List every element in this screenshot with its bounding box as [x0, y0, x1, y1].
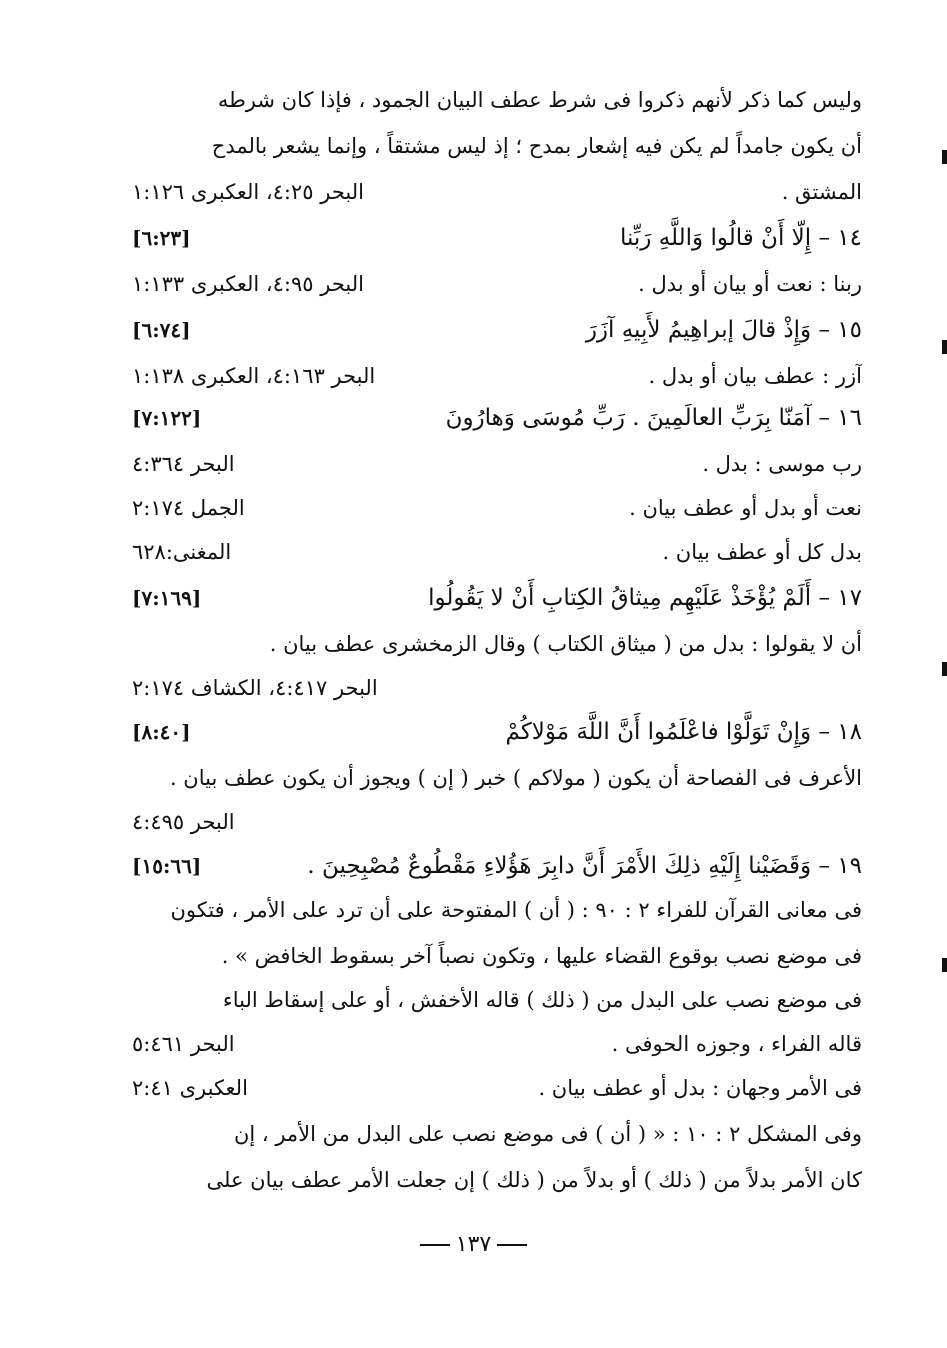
verse-text: ١٧ – أَلَمْ يُؤْخَذْ عَلَيْهِم مِيثاقُ الكِتابِ أَنْ لا يَقُولُوا — [428, 585, 862, 611]
text-line — [120, 354, 862, 398]
verse-text: ١٥ – وَإِذْ قالَ إبراهِيمُ لأَبِيهِ آزَرَ — [585, 317, 862, 343]
line-text: فى معانى القرآن للفراء ٢ : ٩٠ : ( أن ) المفتوحة على أن ترد على الأمر ، فتكون — [170, 898, 862, 922]
text-line — [120, 622, 862, 666]
text-line — [120, 530, 862, 574]
reference: البحر ٤:١٦٣، العكبرى ١:١٣٨ — [132, 364, 376, 388]
page-number-dash — [497, 1244, 527, 1246]
verse-reference: [٦:٢٣] — [132, 226, 191, 250]
verse-reference: [٨:٤٠] — [132, 720, 191, 744]
text-line — [120, 978, 862, 1022]
verse-line — [120, 308, 862, 352]
text-line — [120, 486, 862, 530]
reference: البحر ٤:٤١٧، الكشاف ٢:١٧٤ — [132, 676, 378, 700]
verse-reference: [١٥:٦٦] — [132, 854, 202, 878]
line-text: الأعرف فى الفصاحة أن يكون ( مولاكم ) خبر ( إن ) ويجوز أن يكون عطف بيان . — [169, 766, 862, 790]
verse-line — [120, 710, 862, 754]
line-text: المشتق . — [781, 180, 862, 204]
verse-reference: [٦:٧٤] — [132, 318, 191, 342]
verse-text: ١٨ – وَإِنْ تَوَلَّوْا فاعْلَمُوا أَنَّ اللَّهَ مَوْلاكُمْ — [505, 719, 862, 745]
text-line — [120, 124, 862, 168]
verse-reference: [٧:١٢٢] — [132, 406, 202, 430]
line-text: فى الأمر وجهان : بدل أو عطف بيان . — [538, 1076, 862, 1100]
page-number-text: ١٣٧ — [455, 1232, 492, 1257]
margin-mark — [942, 340, 947, 354]
reference: المغنى:٦٢٨ — [132, 540, 232, 564]
verse-reference: [٧:١٦٩] — [132, 586, 202, 610]
reference: البحر ٤:٢٥، العكبرى ١:١٢٦ — [132, 180, 364, 204]
line-text: كان الأمر بدلاً من ( ذلك ) أو بدلاً من ( ذلك ) إن جعلت الأمر عطف بيان على — [206, 1168, 862, 1192]
line-text: بدل كل أو عطف بيان . — [662, 540, 862, 564]
reference: البحر ٤:٣٦٤ — [132, 452, 235, 476]
text-line — [120, 756, 862, 800]
line-text: وليس كما ذكر لأنهم ذكروا فى شرط عطف البيان الجمود ، فإذا كان شرطه — [217, 88, 862, 112]
text-line — [120, 666, 862, 710]
verse-line — [120, 576, 862, 620]
text-line — [120, 78, 862, 122]
text-line — [120, 442, 862, 486]
line-text: فى موضع نصب على البدل من ( ذلك ) قاله الأخفش ، أو على إسقاط الباء — [222, 988, 862, 1012]
verse-line — [120, 216, 862, 260]
line-text: ربنا : نعت أو بيان أو بدل . — [638, 272, 862, 296]
text-line — [120, 934, 862, 978]
verse-text: ١٤ – إِلّا أَنْ قالُوا وَاللَّهِ رَبِّنا — [619, 225, 862, 251]
verse-text: ١٩ – وَقَضَيْنا إِلَيْهِ ذلِكَ الأَمْرَ أَنَّ دابِرَ هَؤُلاءِ مَقْطُوعٌ مُصْبِحِينَ . — [307, 853, 862, 879]
reference: الجمل ٢:١٧٤ — [132, 496, 245, 520]
page-number-dash — [420, 1244, 450, 1246]
reference: البحر ٥:٤٦١ — [132, 1032, 235, 1056]
reference: البحر ٤:٩٥، العكبرى ١:١٣٣ — [132, 272, 364, 296]
line-text: قاله الفراء ، وجوزه الحوفى . — [611, 1032, 862, 1056]
text-line — [120, 1112, 862, 1156]
margin-mark — [942, 662, 947, 676]
line-text: فى موضع نصب بوقوع القضاء عليها ، وتكون نصباً آخر بسقوط الخافض » . — [221, 944, 862, 968]
text-line — [120, 1066, 862, 1110]
text-line — [120, 170, 862, 214]
line-text: أن لا يقولوا : بدل من ( ميثاق الكتاب ) وقال الزمخشرى عطف بيان . — [269, 632, 862, 656]
text-line — [120, 888, 862, 932]
margin-mark — [942, 958, 947, 972]
line-text: رب موسى : بدل . — [702, 452, 862, 476]
verse-line — [120, 396, 862, 440]
verse-line — [120, 844, 862, 888]
verse-text: ١٦ – آمَنّا بِرَبِّ العالَمِينَ . رَبِّ مُوسَى وَهارُونَ — [445, 405, 862, 431]
page-number — [0, 1232, 947, 1257]
reference: البحر ٤:٤٩٥ — [132, 810, 235, 834]
line-text: نعت أو بدل أو عطف بيان . — [629, 496, 862, 520]
line-text: أن يكون جامداً لم يكن فيه إشعار بمدح ؛ إذ ليس مشتقاً ، وإنما يشعر بالمدح — [211, 134, 862, 158]
text-line — [120, 1158, 862, 1202]
text-line — [120, 1022, 862, 1066]
reference: العكبرى ٢:٤١ — [132, 1076, 248, 1100]
line-text: آزر : عطف بيان أو بدل . — [648, 364, 862, 388]
text-line — [120, 800, 862, 844]
margin-mark — [942, 150, 947, 164]
text-line — [120, 262, 862, 306]
line-text: وفى المشكل ٢ : ١٠ : « ( أن ) فى موضع نصب على البدل من الأمر ، إن — [233, 1122, 862, 1146]
